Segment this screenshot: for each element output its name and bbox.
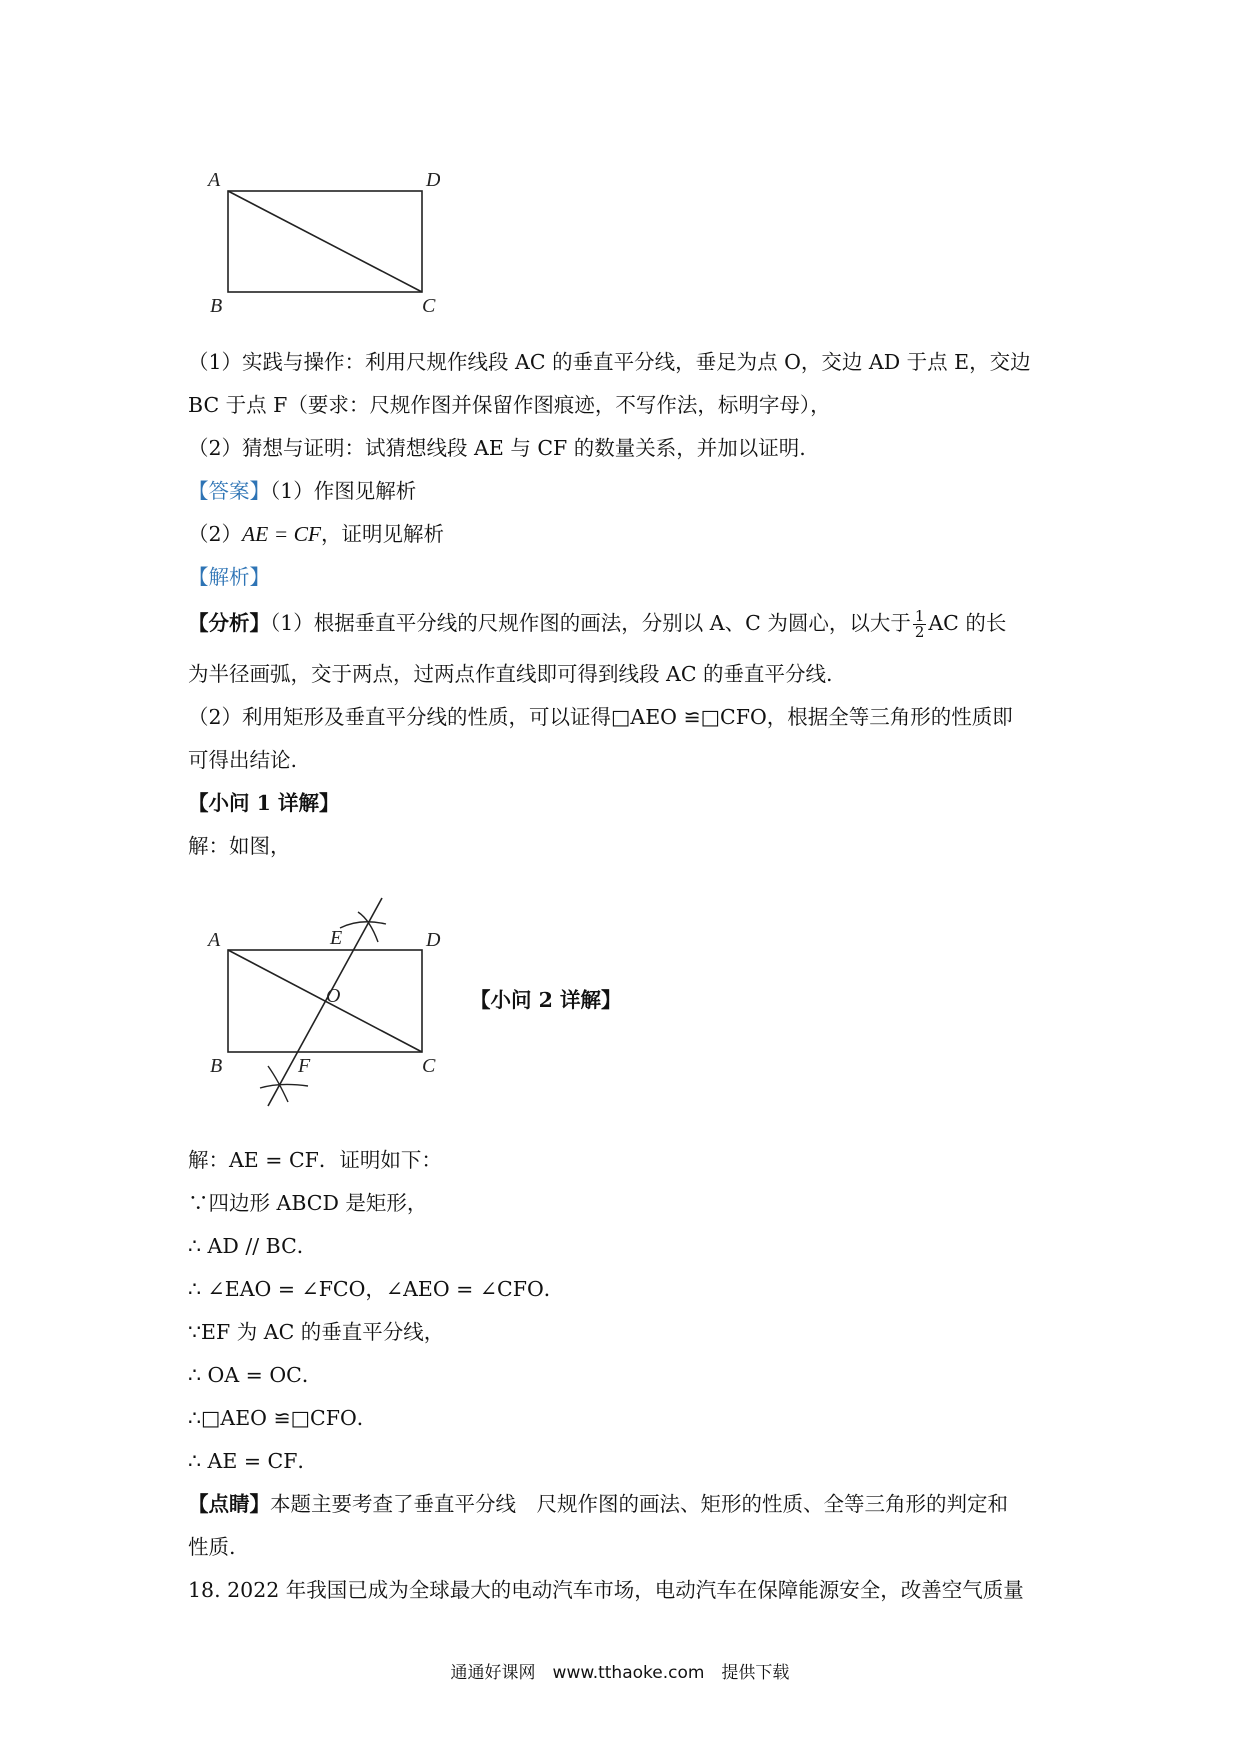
dianjing-line2: 性质. (188, 1535, 236, 1559)
proof-step-7: ∴□AEO ≌□CFO． (188, 1406, 378, 1430)
proof-step-8: ∴ AE = CF． (188, 1449, 318, 1473)
label-d-2: D (426, 929, 441, 951)
label-f: F (298, 1055, 311, 1077)
analysis-tag: 【解析】 (188, 565, 270, 589)
fraction-one-half (913, 609, 927, 640)
question-part1-line2: BC 于点 F（要求：尺规作图并保留作图痕迹，不写作法，标明字母）， (188, 393, 831, 417)
arc-bottom-1 (260, 1084, 308, 1088)
analysis-fenxi-line1 (188, 608, 1006, 640)
label-d: D (426, 169, 440, 191)
proof-step-5: ∵EF 为 AC 的垂直平分线， (188, 1320, 445, 1344)
answer-line2-suffix: ，证明见解析 (321, 522, 445, 546)
label-b: B (210, 295, 223, 317)
proof-step-2: ∵四边形 ABCD 是矩形， (188, 1191, 428, 1215)
question-part1-line1: （1）实践与操作：利用尺规作线段 AC 的垂直平分线，垂足为点 O，交边 AD 于点 E，交边 (188, 350, 1031, 374)
proof-step-1: 解：AE = CF．证明如下： (188, 1148, 442, 1172)
dianjing-text: 本题主要考查了垂直平分线 尺规作图的画法、矩形的性质、全等三角形的判定和 (270, 1492, 1008, 1516)
label-c: C (422, 295, 436, 317)
fenxi-text-b: AC 的长 (928, 611, 1007, 635)
diagonal-ac (228, 191, 422, 292)
fraction-denominator: 2 (914, 623, 925, 641)
analysis-fenxi-line2: 为半径画弧，交于两点，过两点作直线即可得到线段 AC 的垂直平分线. (188, 662, 833, 686)
label-a: A (208, 169, 221, 191)
figure-construction (200, 880, 450, 1120)
part2-tag: 【小问 2 详解】 (470, 988, 622, 1012)
fenxi-tag: 【分析】 (188, 611, 270, 635)
answer-tag (188, 476, 416, 506)
part1-tag: 【小问 1 详解】 (188, 791, 340, 815)
question-part2: （2）猜想与证明：试猜想线段 AE 与 CF 的数量关系，并加以证明. (188, 436, 806, 460)
label-o: O (326, 985, 341, 1007)
label-b-2: B (210, 1055, 223, 1077)
answer-line2-math: AE = CF (242, 522, 322, 546)
proof-step-4: ∴ ∠EAO = ∠FCO，∠AEO = ∠CFO． (188, 1277, 565, 1301)
dianjing-tag: 【点睛】 (188, 1492, 270, 1516)
label-e: E (330, 927, 343, 949)
label-c-2: C (422, 1055, 436, 1077)
answer-line2-prefix: （2） (188, 522, 243, 546)
proof-step-3: ∴ AD // BC． (188, 1234, 318, 1258)
label-a-2: A (208, 929, 221, 951)
proof-step-6: ∴ OA = OC． (188, 1363, 323, 1387)
part1-line: 解：如图， (188, 834, 291, 858)
fenxi-text-a: （1）根据垂直平分线的尺规作图的画法，分别以 A、C 为圆心，以大于 (270, 611, 911, 635)
answer-tag-text: 【答案】 (188, 479, 270, 503)
dianjing-line1 (188, 1489, 1008, 1519)
fraction-numerator: 1 (914, 607, 925, 625)
analysis-fenxi-line3: （2）利用矩形及垂直平分线的性质，可以证得□AEO ≌□CFO，根据全等三角形的性质即 (188, 705, 1013, 729)
answer-line2 (188, 519, 444, 549)
perpendicular-bisector-ef (268, 898, 382, 1106)
arc-top-1 (340, 922, 386, 928)
next-question: 18. 2022 年我国已成为全球最大的电动汽车市场，电动汽车在保障能源安全，改善空气质量 (188, 1578, 1024, 1602)
figure-rectangle (200, 160, 440, 320)
page-footer: 通通好课网 www.tthaoke.com 提供下载 (450, 1663, 790, 1683)
answer-line1: （1）作图见解析 (270, 479, 417, 503)
analysis-fenxi-line4: 可得出结论. (188, 748, 298, 772)
